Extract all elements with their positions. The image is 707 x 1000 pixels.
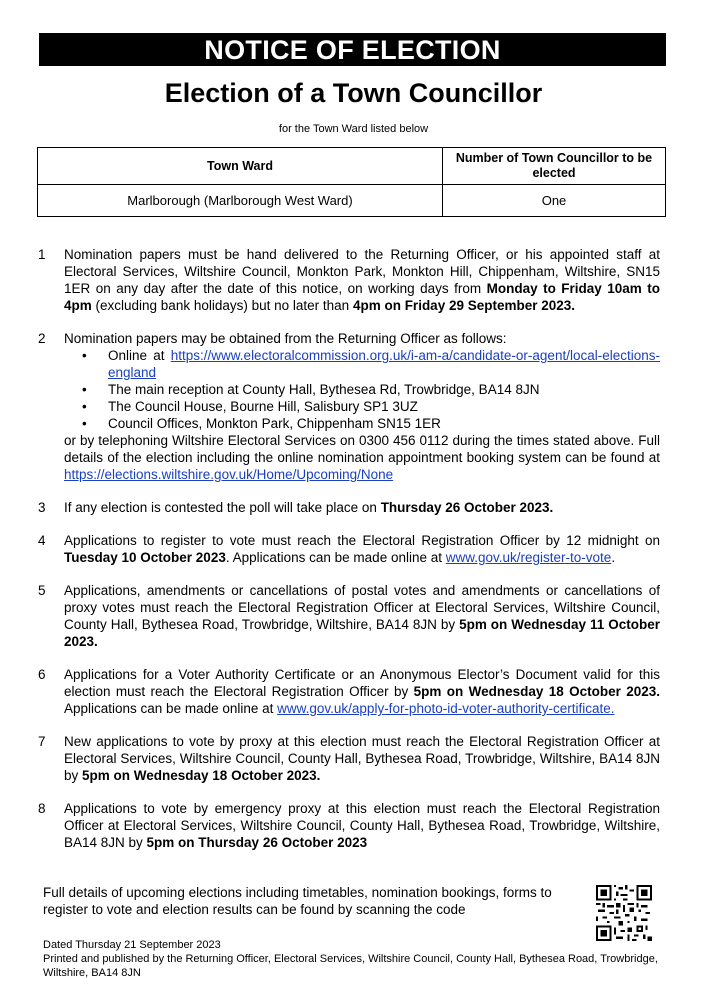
wiltshire-elections-link[interactable]: https://elections.wiltshire.gov.uk/Home/Upcoming/None	[64, 467, 394, 482]
column-header-councillor-count: Number of Town Councillor to be elected	[443, 148, 666, 185]
item-text	[64, 246, 660, 314]
notice-item-1	[38, 246, 660, 314]
item-text	[64, 666, 660, 717]
item-text-part: Nomination papers must be hand delivered to the Returning Officer, or his appointed staff at Electoral Services, Wiltshire Council, Monkton Park, Monkton Hill, Chippenham, Wiltshire, SN15 1ER on any day after the date of this notice, on working days from	[64, 247, 660, 296]
notice-item-8	[38, 800, 660, 851]
list-item: • Council Offices, Monkton Park, Chippenham SN15 1ER	[82, 415, 660, 432]
item-number: 6	[38, 667, 46, 682]
item-text	[64, 499, 660, 516]
item-number: 1	[38, 247, 46, 262]
item-number: 3	[38, 500, 46, 515]
item-text-part: (excluding bank holidays) but no later than	[91, 298, 353, 313]
item-text-part: Applications for a Voter Authority Certificate or an Anonymous Elector’s Document valid for this election must reach the Electoral Registration Officer by	[64, 667, 660, 699]
item-number: 7	[38, 734, 46, 749]
column-header-town-ward: Town Ward	[38, 148, 443, 185]
voter-authority-link[interactable]: www.gov.uk/apply-for-photo-id-voter-authority-certificate.	[277, 701, 615, 716]
item-bold-text: 4pm on Friday 29 September 2023.	[352, 298, 576, 313]
item-bold-text: 5pm on Wednesday 11 October 2023.	[64, 617, 660, 649]
list-item: • The Council House, Bourne Hill, Salisbury SP1 3UZ	[82, 398, 660, 415]
item-text-part: Applications to vote by emergency proxy at this election must reach the Electoral Registration Officer at Electoral Services, Wiltshire Council, County Hall, Bythesea Road, Trowbridge, Wiltshire, BA14 8JN by	[64, 801, 660, 850]
list-item: • The main reception at County Hall, Bythesea Rd, Trowbridge, BA14 8JN	[82, 381, 660, 398]
item-number: 5	[38, 583, 46, 598]
item-text	[64, 733, 660, 784]
item-text	[64, 532, 660, 566]
table-header-row	[38, 148, 666, 185]
item-text-part: .	[611, 550, 616, 565]
item-number: 4	[38, 533, 46, 548]
item-number: 8	[38, 801, 46, 816]
item-intro: Nomination papers may be obtained from the Returning Officer as follows:	[64, 331, 507, 346]
ward-name-cell: Marlborough (Marlborough West Ward)	[38, 185, 443, 217]
item-text-part: Online at	[108, 348, 171, 363]
electoral-commission-link[interactable]: https://www.electoralcommission.org.uk/i-am-a/candidate-or-agent/local-elections-england	[108, 348, 660, 380]
ward-table	[37, 147, 666, 217]
notice-item-7	[38, 733, 660, 784]
item-text	[64, 330, 660, 483]
item-text	[64, 582, 660, 650]
item-bold-text: Thursday 26 October 2023.	[380, 500, 554, 515]
item-bold-text: Tuesday 10 October 2023	[64, 550, 226, 565]
qr-code-icon[interactable]	[596, 885, 652, 941]
item-bold-text: 5pm on Thursday 26 October 2023	[146, 835, 368, 850]
item-bold-text: 5pm on Wednesday 18 October 2023.	[413, 684, 661, 699]
register-to-vote-link[interactable]: www.gov.uk/register-to-vote	[445, 550, 612, 565]
printed-by-line: Printed and published by the Returning Officer, Electoral Services, Wiltshire Council, County Hall, Bythesea Road, Trowbridge, Wiltshire, BA14 8JN	[43, 953, 658, 979]
item-text-part: If any election is contested the poll will take place on	[64, 500, 381, 515]
item-number: 2	[38, 331, 46, 346]
item-bold-text: Monday to Friday 10am to 4pm	[64, 281, 661, 313]
list-item	[82, 347, 660, 381]
item-text-part: Applications to register to vote must reach the Electoral Registration Officer by 12 midnight on	[64, 533, 660, 548]
page-title: Election of a Town Councillor	[164, 78, 543, 108]
item-text-part: Applications, amendments or cancellations of postal votes and amendments or cancellations of proxy votes must reach the Electoral Registration Officer at Electoral Services, Wiltshire Council, County Hall, Bythesea Road, Trowbridge, Wiltshire, BA14 8JN by	[64, 583, 660, 632]
item-text	[64, 800, 660, 851]
notice-item-4	[38, 532, 660, 566]
notice-item-6	[38, 666, 660, 717]
footer-info-text: Full details of upcoming elections including timetables, nomination bookings, forms to register to vote and election results can be found by scanning the code	[43, 885, 552, 917]
imprint	[43, 938, 663, 980]
councillor-count-cell: One	[443, 185, 666, 217]
dated-line: Dated Thursday 21 September 2023	[43, 939, 221, 951]
item-text-part: or by telephoning Wiltshire Electoral Services on 0300 456 0112 during the times stated above. Full details of the election including the online nomination appointment booking system can be found at	[64, 433, 660, 465]
notice-items	[38, 246, 660, 867]
page-subtitle: for the Town Ward listed below	[278, 123, 429, 135]
item-text-part: Applications can be made online at	[64, 701, 278, 716]
notice-item-5	[38, 582, 660, 650]
notice-banner: NOTICE OF ELECTION	[39, 33, 666, 66]
notice-item-3	[38, 499, 660, 516]
item-bold-text: 5pm on Wednesday 18 October 2023.	[82, 768, 321, 783]
table-row	[38, 185, 666, 217]
item-text-part: New applications to vote by proxy at this election must reach the Electoral Registration Officer at Electoral Services, Wiltshire Council, County Hall, Bythesea Road, Trowbridge, Wiltshire, BA14 8JN by	[64, 734, 660, 783]
nomination-sources-list	[64, 347, 660, 432]
item-text-part: . Applications can be made online at	[225, 550, 446, 565]
notice-item-2	[38, 330, 660, 483]
